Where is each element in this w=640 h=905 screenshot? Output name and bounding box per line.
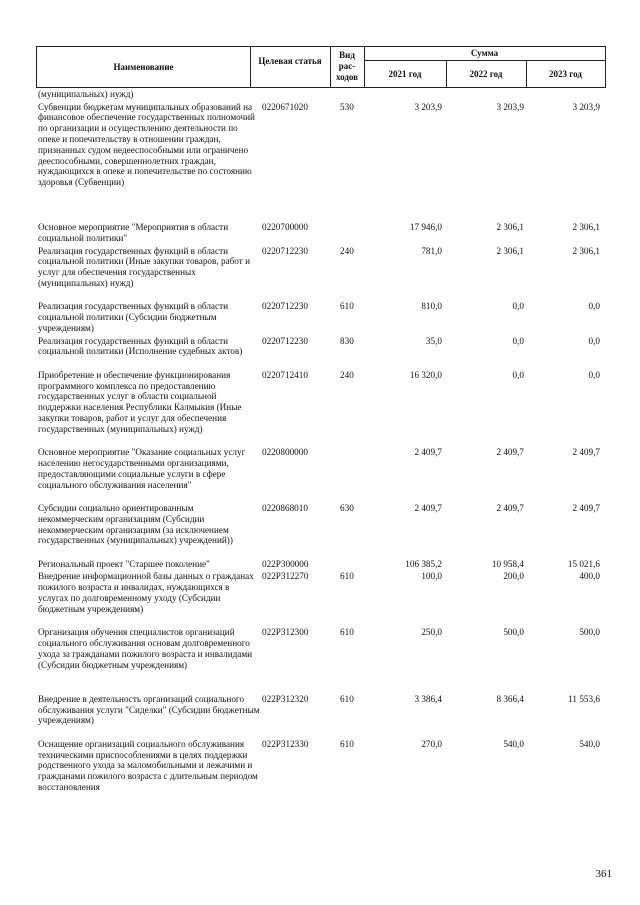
row-amount-2023: 11 553,6	[568, 693, 600, 704]
row-vid: 630	[340, 503, 354, 513]
row-code: 0220712230	[262, 335, 308, 346]
header-target: Целевая статья	[258, 56, 322, 66]
row-amount-2021: 3 386,4	[414, 693, 442, 704]
row-code: 022P312270	[262, 571, 309, 582]
row-amount-2022: 540,0	[503, 738, 524, 749]
row-amount-2022: 2 306,1	[496, 245, 524, 256]
header-vid-line: ходов	[335, 72, 359, 82]
row-amount-2022: 8 366,4	[496, 693, 524, 704]
row-amount-2021: 810,0	[421, 301, 442, 312]
row-code: 0220712410	[262, 369, 308, 380]
row-name: Внедрение информационной базы данных о гражданах пожилого возраста и инвалидах, нуждающихся в услугах по долговременному уходу (Субсидии бюджетным учреждениям)	[38, 571, 254, 614]
header-name: Наименование	[113, 62, 174, 72]
row-amount-2023: 0,0	[588, 335, 600, 346]
row-amount-2022: 500,0	[503, 627, 524, 638]
row-name: (муниципальных) нужд)	[38, 89, 134, 99]
row-code: 0220700000	[262, 222, 308, 233]
row-name: Реализация государственных функций в области социальной политики (Субсидии бюджетным учреждениям)	[38, 301, 229, 333]
row-code: 0220671020	[262, 101, 308, 112]
row-amount-2022: 0,0	[512, 369, 524, 380]
row-amount-2023: 0,0	[588, 301, 600, 312]
header-divider	[364, 60, 605, 61]
row-amount-2022: 2 409,7	[496, 503, 524, 513]
row-vid: 530	[340, 101, 354, 112]
row-name: Основное мероприятие "Оказание социальных услуг населению негосударственными организациями, предоставляющими социальные услуги в сфере социального обслуживания населения"	[38, 447, 246, 490]
row-name: Организация обучения специалистов организаций социального обслуживания основам долговременного ухода за гражданами пожилого возраста и инвалидами (Субсидии бюджетным учреждениям)	[38, 627, 253, 670]
row-amount-2023: 500,0	[579, 627, 600, 638]
page-number: 361	[595, 868, 612, 880]
row-code: 022P312330	[262, 738, 309, 749]
row-amount-2023: 2 306,1	[572, 222, 600, 233]
row-amount-2021: 16 320,0	[409, 369, 442, 380]
row-name: Реализация государственных функций в области социальной политики (Исполнение судебных актов)	[38, 335, 243, 357]
row-name: Основное мероприятие "Мероприятия в области социальной политики"	[38, 222, 229, 243]
header-sum: Сумма	[470, 48, 499, 58]
row-name: Реализация государственных функций в области социальной политики (Иные закупки товаров, работ и услуг для обеспечения государственных (муниципальных) нужд)	[38, 245, 250, 288]
row-code: 022P312320	[262, 693, 309, 704]
row-amount-2022: 0,0	[512, 335, 524, 346]
header-year-2021: 2021 год	[388, 69, 422, 79]
row-amount-2021: 3 203,9	[414, 101, 442, 112]
row-vid: 240	[340, 369, 354, 380]
row-code: 0220712230	[262, 245, 308, 256]
row-name: Субсидии социально ориентированным некоммерческим организациям (Субсидии некоммерческим организациям (за исключением государственных (муниципальных) учреждений))	[38, 503, 233, 546]
header-year-2022: 2022 год	[469, 69, 503, 79]
row-amount-2023: 2 409,7	[572, 503, 600, 513]
row-amount-2023: 2 306,1	[572, 245, 600, 256]
row-amount-2023: 400,0	[579, 571, 600, 582]
row-name: Региональный проект "Старшее поколение"	[38, 558, 210, 569]
row-name: Приобретение и обеспечение функционирования программного комплекса по предоставлению государственных услуг в области социальной поддержки населения Республики Калмыкия (Иные закупки товаров, работ и услуг для обеспечения государственных (муниципальных) нужд)	[38, 369, 242, 434]
row-amount-2023: 15 021,6	[567, 558, 600, 569]
row-code: 0220712230	[262, 301, 308, 312]
row-amount-2023: 540,0	[579, 738, 600, 749]
row-code: 022P312300	[262, 627, 309, 638]
row-amount-2021: 35,0	[425, 335, 442, 346]
row-code: 0220800000	[262, 447, 308, 458]
row-amount-2021: 2 409,7	[414, 447, 442, 458]
row-vid: 830	[340, 335, 354, 346]
row-amount-2022: 10 958,4	[491, 558, 524, 569]
row-vid: 610	[340, 693, 354, 704]
row-vid: 610	[340, 571, 354, 582]
header-vid-line: Вид	[339, 50, 355, 60]
row-amount-2021: 106 385,2	[405, 558, 442, 569]
header-divider	[250, 47, 251, 87]
header-year-2023: 2023 год	[549, 69, 582, 79]
row-amount-2021: 270,0	[421, 738, 442, 749]
row-name: Оснащение организаций социального обслуживания техническими приспособлениями в целях поддержки родственного ухода за маломобильными и лежачими и гражданами пожилого возраста с длительным периодом восстановления	[38, 738, 258, 792]
row-vid: 240	[340, 245, 354, 256]
header-vid	[330, 50, 364, 83]
row-amount-2022: 0,0	[512, 301, 524, 312]
row-vid: 610	[340, 301, 354, 312]
row-amount-2021: 17 946,0	[409, 222, 442, 233]
row-amount-2021: 250,0	[421, 627, 442, 638]
header-vid-line: рас-	[338, 61, 356, 71]
row-amount-2022: 200,0	[503, 571, 524, 582]
row-vid: 610	[340, 738, 354, 749]
row-amount-2021: 2 409,7	[414, 503, 442, 513]
row-amount-2023: 3 203,9	[572, 101, 600, 112]
row-amount-2022: 2 409,7	[496, 447, 524, 458]
row-code: 0220868010	[262, 503, 308, 513]
row-amount-2022: 3 203,9	[496, 101, 524, 112]
row-amount-2021: 100,0	[421, 571, 442, 582]
row-amount-2023: 0,0	[588, 369, 600, 380]
row-amount-2023: 2 409,7	[572, 447, 600, 458]
row-vid: 610	[340, 627, 354, 638]
row-amount-2022: 2 306,1	[496, 222, 524, 233]
row-name: Субвенции бюджетам муниципальных образований на финансовое обеспечение государственных полномочий по организации и осуществлению деятельности по опеке и попечительству в отношении граждан, признанных судом недееспособными или ограничено дееспособными, совершеннолетних граждан, нуждающихся в опеке и попечительстве по состоянию здоровья (Субвенции)	[38, 101, 255, 188]
table-header	[36, 46, 606, 88]
row-name: Внедрение в деятельность организаций социального обслуживания услуги "Сиделки" (Субсидии бюджетным учреждениям)	[38, 693, 260, 726]
row-code: 022P300000	[262, 558, 309, 569]
row-amount-2021: 781,0	[421, 245, 442, 256]
